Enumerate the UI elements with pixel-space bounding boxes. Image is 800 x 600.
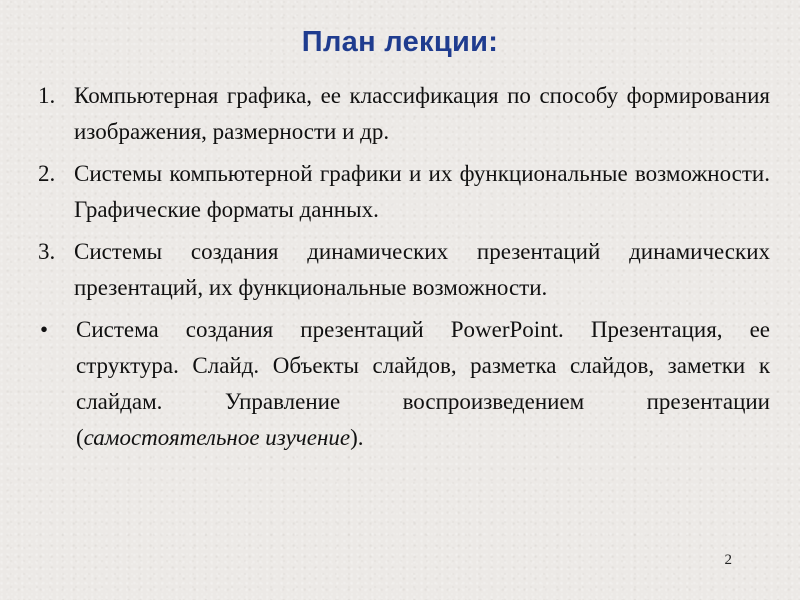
bullet-icon: • xyxy=(40,317,49,342)
list-item-bullet xyxy=(38,312,770,456)
bullet-text-end: ). xyxy=(350,425,364,450)
list-item-2-text: Системы компьютерной графики и их функциональные возможности. Графические форматы данных. xyxy=(74,161,770,222)
bullet-text-italic: самостоятельное изучение xyxy=(83,425,351,450)
list-item-bullet-text xyxy=(76,312,770,456)
list-item-2 xyxy=(38,156,770,228)
list-number-1: 1. xyxy=(38,83,56,108)
list-number-2: 2. xyxy=(38,161,56,186)
page-number: 2 xyxy=(724,552,732,568)
bullet-text-main: Система создания презентаций PowerPoint. Презентация, ее структура. Слайд. Объекты слайдов, разметка слайдов, заметки к слайдам. Управление воспроизведением презентации ( xyxy=(76,317,770,450)
list-item-1 xyxy=(38,78,770,150)
list-item-3-text: Системы создания динамических презентаций динамических презентаций, их функциональные возможности. xyxy=(74,239,770,300)
list-number-3: 3. xyxy=(38,239,56,264)
list-item-1-text: Компьютерная графика, ее классификация по способу формирования изображения, размерности и др. xyxy=(74,83,770,144)
lecture-plan-list xyxy=(38,78,770,462)
slide-title: План лекции: xyxy=(301,26,499,58)
list-item-3 xyxy=(38,234,770,306)
